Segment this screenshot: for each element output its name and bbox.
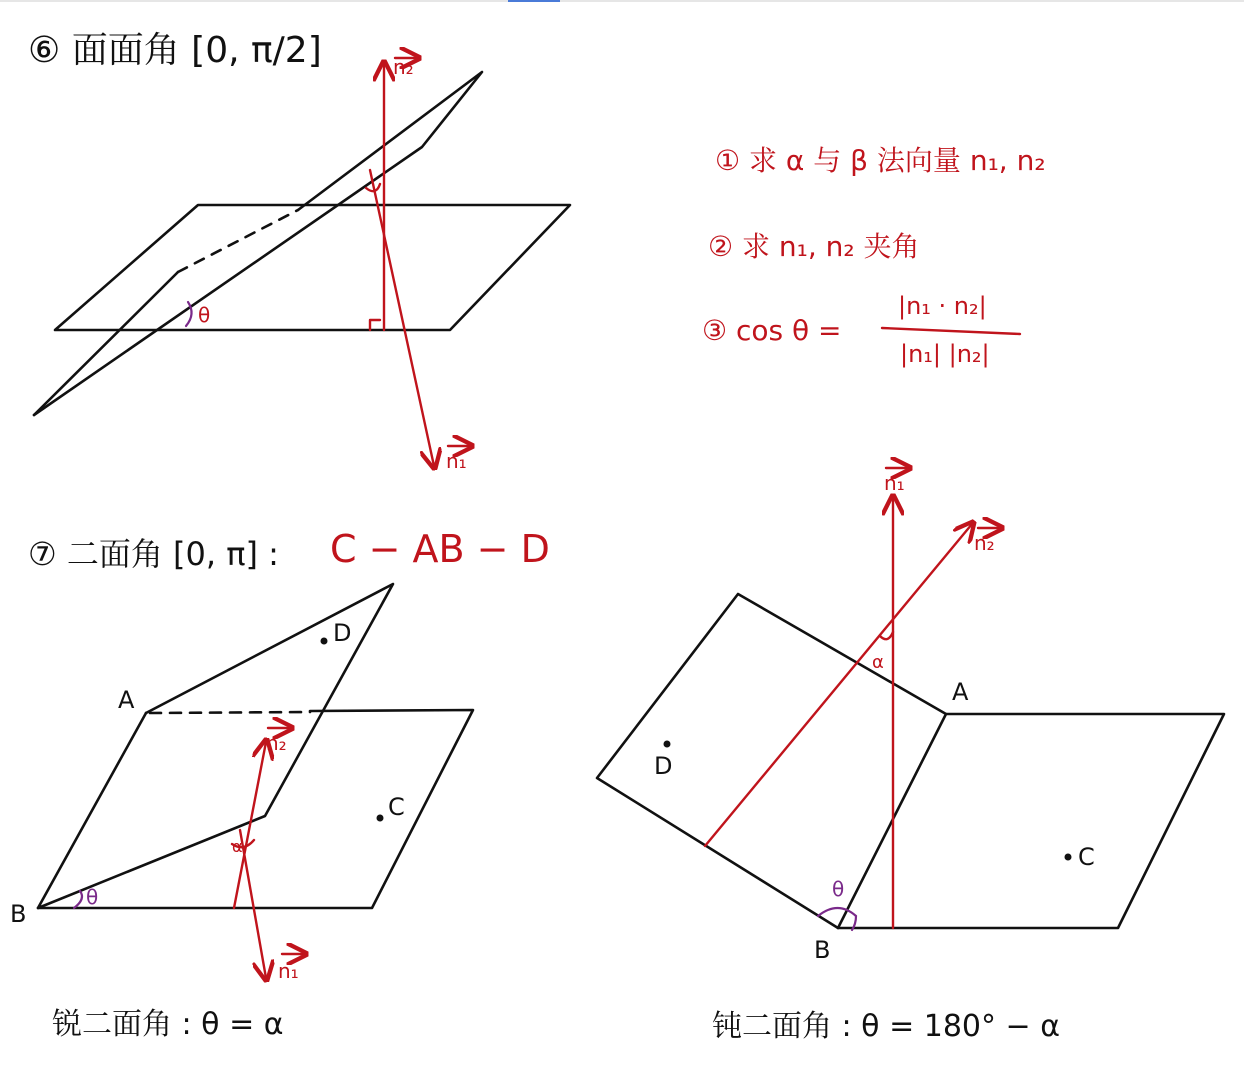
normal-n1-label: n₁ xyxy=(278,959,299,983)
theta-label: θ xyxy=(832,877,845,901)
alpha-label: α xyxy=(872,652,884,673)
normal-n2-label: n₂ xyxy=(266,731,287,755)
point-a-label: A xyxy=(118,686,135,714)
hidden-edge xyxy=(150,712,310,713)
point-c-dot xyxy=(377,815,384,822)
plane-abc xyxy=(838,714,1224,928)
inclined-plane-lower-edge xyxy=(34,272,178,415)
acute-dihedral-figure xyxy=(10,584,473,1042)
normal-n1-arrow xyxy=(370,170,434,466)
normal-n2-label: n₂ xyxy=(393,55,414,79)
point-d-dot xyxy=(664,741,671,748)
acute-caption: 锐二面角 : θ = α xyxy=(52,1007,284,1042)
step-1: ① 求 α 与 β 法向量 n₁, n₂ xyxy=(715,144,1046,177)
point-b-label: B xyxy=(814,936,831,964)
inclined-plane xyxy=(34,72,482,415)
point-d-dot xyxy=(321,638,328,645)
point-b-label: B xyxy=(10,900,27,928)
section7-header xyxy=(28,527,550,573)
normal-n2-label: n₂ xyxy=(974,531,995,555)
section6-label: ⑥ 面面角 [0, π/2] xyxy=(28,30,322,71)
point-d-label: D xyxy=(654,752,673,780)
obtuse-dihedral-figure xyxy=(597,468,1224,1044)
point-c-label: C xyxy=(388,793,405,821)
alpha-label: α xyxy=(232,837,243,856)
section7-notation: C − AB − D xyxy=(330,527,550,571)
normal-n2-arrow xyxy=(705,524,972,846)
normal-n1-arrow xyxy=(240,830,266,978)
plane-abc xyxy=(38,710,473,908)
point-a-label: A xyxy=(952,678,969,706)
normal-n1-label: n₁ xyxy=(884,471,905,495)
point-c-dot xyxy=(1065,854,1072,861)
theta-label: θ xyxy=(198,303,211,327)
normal-n1-label: n₁ xyxy=(446,449,467,473)
obtuse-caption: 钝二面角 : θ = 180° − α xyxy=(712,1009,1060,1044)
section6-figure xyxy=(28,30,1046,473)
theta-label: θ xyxy=(86,885,99,909)
point-c-label: C xyxy=(1078,843,1095,871)
section7-label: ⑦ 二面角 [0, π] : xyxy=(28,535,279,573)
step-3: ③ cos θ = xyxy=(702,314,842,347)
formula-denominator: |n₁| |n₂| xyxy=(900,340,990,368)
fraction-bar xyxy=(882,328,1020,334)
right-angle-mark xyxy=(370,320,380,330)
step-2: ② 求 n₁, n₂ 夹角 xyxy=(708,230,920,263)
inclined-plane-hidden-edge xyxy=(178,210,298,272)
point-d-label: D xyxy=(333,619,352,647)
theta-arc xyxy=(186,302,192,326)
formula-numerator: |n₁ · n₂| xyxy=(898,292,987,320)
